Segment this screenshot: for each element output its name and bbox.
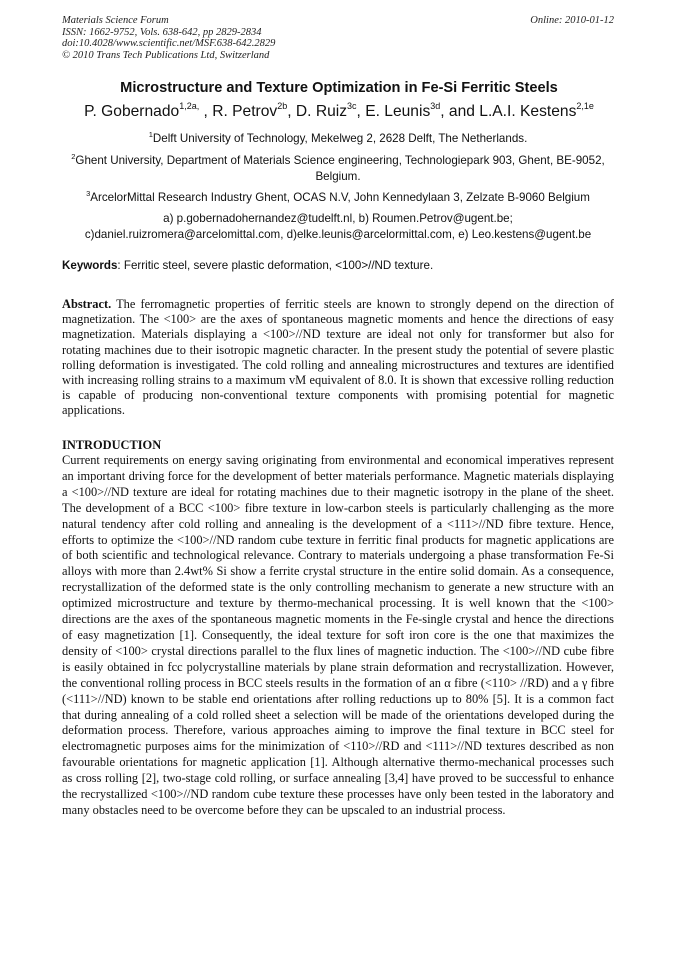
author-name: R. Petrov	[212, 103, 278, 120]
journal-doi: doi:10.4028/www.scientific.net/MSF.638-642.2829	[62, 38, 276, 49]
author-name: P. Gobernado	[84, 103, 180, 120]
keywords-text: : Ferritic steel, severe plastic deformation, <100>//ND texture.	[117, 259, 434, 272]
affiliation-text: Ghent University, Department of Materials Science engineering, Technologiepark 903, Ghent, BE-9052, Belgium.	[75, 154, 605, 183]
author-affiliation-mark: 2,1e	[576, 101, 594, 111]
affiliation-number: 2	[71, 152, 76, 161]
affiliation-3	[62, 190, 614, 206]
abstract-text: The ferromagnetic properties of ferritic steels are known to strongly depend on the direction of magnetization. The <100> are the axes of spontaneous magnetic moments and hence the directions of easy magnetization. Materials displaying a <100>//ND texture are ideal not only for transformer but also for rotating machines due to their isotropic magnetic character. In the present study the potential of severe plastic rolling deformation is investigated. The cold rolling and annealing microstructures and textures are identified with increasing rolling strains to a maximum vM equivalent of 8.0. It is shown that excessive rolling reduction is capable of producing non-conventional texture components with promising potential for magnetic applications.	[62, 297, 614, 418]
author-affiliation-mark: 3c	[347, 101, 357, 111]
author-emails	[62, 211, 614, 242]
author-affiliation-mark: 2b	[277, 101, 288, 111]
author-separator: ,	[356, 103, 366, 120]
email-line: c)daniel.ruizromera@arcelomittal.com, d)elke.leunis@arcelormittal.com, e) Leo.kestens@ugent.be	[84, 227, 592, 241]
abstract	[62, 297, 614, 419]
paper-title: Microstructure and Texture Optimization in Fe-Si Ferritic Steels	[120, 80, 558, 96]
keywords-label: Keywords	[62, 259, 118, 272]
affiliation-text: ArcelorMittal Research Industry Ghent, OCAS N.V, John Kennedylaan 3, Zelzate B-9060 Belgium	[90, 191, 590, 204]
author-affiliation-mark: 3d	[430, 101, 441, 111]
author-name: E. Leunis	[365, 103, 431, 120]
email-line: a) p.gobernadohernandez@tudelft.nl, b) Roumen.Petrov@ugent.be;	[163, 212, 513, 225]
journal-header	[62, 15, 614, 61]
affiliation-number: 3	[86, 189, 91, 198]
journal-name: Materials Science Forum	[62, 15, 169, 26]
keywords	[62, 259, 614, 272]
affiliation-number: 1	[148, 130, 153, 139]
affiliation-2	[62, 153, 614, 184]
online-date: Online: 2010-01-12	[530, 15, 614, 26]
author-separator: , and	[440, 103, 480, 120]
introduction-paragraph: Current requirements on energy saving originating from environmental and economical imperatives represent an important driving force for the development of better materials performance. Magnetic materials displaying a <100>//ND texture are ideal for rotating machines due to their magnetic isotropy in the plane of the sheet. The development of a BCC <100> fibre texture in low-carbon steels is particularly challenging as the more natural tendency after cold rolling and annealing is the development of a <111>//ND fibre texture. Hence, efforts to optimize the <100>//ND random cube texture in ferritic final products for magnetic applications are of both scientific and technological relevance. Contrary to materials undergoing a phase transformation Fe-Si alloys with more than 2.4wt% Si show a ferrite crystal structure in the entire solid domain. As a consequence, recrystallization of the deformed state is the only controlling mechanism to generate a new structure with an optimized microstructure and texture by thermo-mechanical processing. It is well known that the <100> directions are the axes of the spontaneous magnetic moments in the Fe-single crystal and hence the directions of easy magnetization [1]. Consequently, the ideal texture for soft iron core is the one that maximizes the density of <100> crystal directions parallel to the flux lines of magnetic induction. The <100>//ND cube fibre is easily obtained in fcc polycrystalline materials by plane strain deformation and recrystallization. However, the conventional rolling process in BCC steels results in the formation of an α fibre (<110> //RD) and a γ fibre (<111>//ND) known to be stable end orientations after rolling reductions up to 80% [5]. It is a common fact that during annealing of a cold rolled sheet a selection will be made of the orientations developed during the deformation process. Therefore, various approaches aiming to improve the final texture in BCC steel for electromagnetic purposes aims for the minimization of <110>//RD and <111>//ND textures described as non favourable orientations for magnetic application [1]. Although alternative thermo-mechanical processes such as cross rolling [2], two-stage cold rolling, or surface annealing [3,4] have proved to be successful to enhance the recrystallized <100>//ND random cube texture these processes have only been tested in the laboratory and many obstacles need to be overcome before they can be upscaled to an industrial process.	[62, 453, 614, 817]
author-separator: ,	[199, 103, 213, 120]
section-heading-introduction: INTRODUCTION	[62, 438, 162, 452]
affiliation-text: Delft University of Technology, Mekelweg 2, 2628 Delft, The Netherlands.	[152, 132, 528, 145]
author-list	[20, 103, 658, 121]
affiliation-1	[62, 131, 614, 147]
author-name: D. Ruiz	[295, 103, 348, 120]
journal-issn: ISSN: 1662-9752, Vols. 638-642, pp 2829-2834	[62, 26, 262, 38]
author-affiliation-mark: 1,2a,	[179, 101, 200, 111]
journal-copyright: © 2010 Trans Tech Publications Ltd, Switzerland	[62, 49, 270, 61]
abstract-label: Abstract.	[62, 297, 112, 311]
author-name: L.A.I. Kestens	[479, 103, 577, 120]
author-separator: ,	[287, 103, 296, 120]
